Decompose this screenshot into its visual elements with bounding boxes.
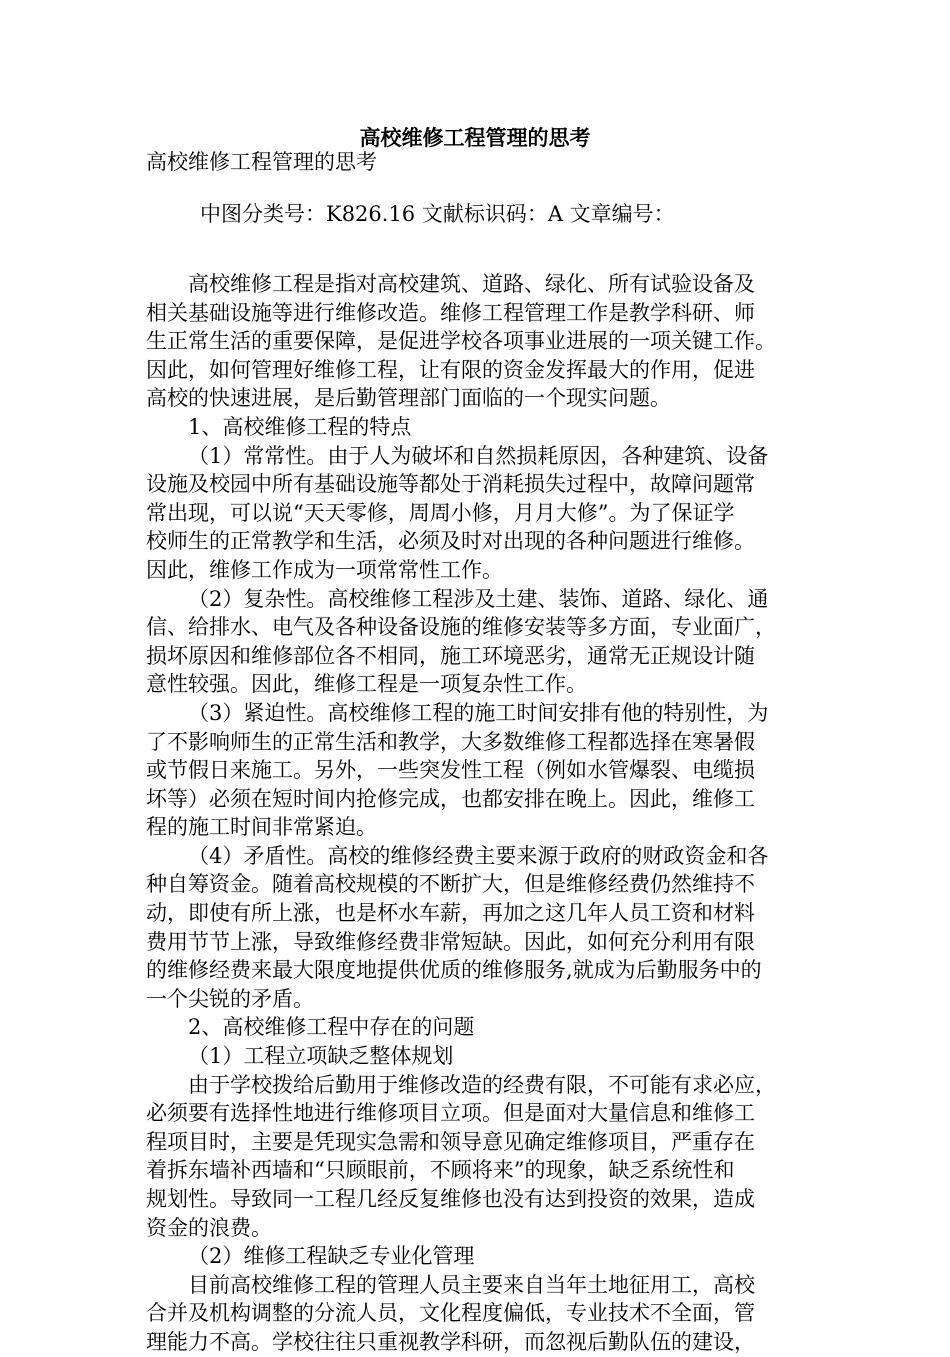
body-text-line: 校师生的正常教学和生活，必须及时对出现的各种问题进行维修。 [146, 529, 755, 554]
body-text-line: 因此，维修工作成为一项常常性工作。 [146, 557, 503, 582]
body-text-line: 2、高校维修工程中存在的问题 [188, 1015, 475, 1040]
body-text-line: 生正常生活的重要保障，是促进学校各项事业进展的一项关键工作。 [146, 329, 776, 354]
body-text-line: 着拆东墙补西墙和“只顾眼前，不顾将来”的现象，缺乏系统性和 [146, 1158, 735, 1183]
body-text-line: （2）复杂性。高校维修工程涉及土建、装饰、道路、绿化、通 [188, 586, 769, 611]
body-text-line: 信、给排水、电气及各种设备设施的维修安装等多方面，专业面广， [146, 615, 776, 640]
body-text-line: 的维修经费来最大限度地提供优质的维修服务,就成为后勤服务中的 [146, 958, 762, 983]
body-text-line: 因此，如何管理好维修工程，让有限的资金发挥最大的作用，促进 [146, 357, 755, 382]
document-subtitle: 高校维修工程管理的思考 [146, 150, 377, 174]
body-text-line: 理能力不高。学校往往只重视教学科研，而忽视后勤队伍的建设， [146, 1329, 755, 1354]
body-text-line: 坏等）必须在短时间内抢修完成，也都安排在晚上。因此，维修工 [146, 786, 755, 811]
body-text-line: 或节假日来施工。另外，一些突发性工程（例如水管爆裂、电缆损 [146, 758, 755, 783]
body-text-line: 了不影响师生的正常生活和教学，大多数维修工程都选择在寒暑假 [146, 729, 755, 754]
body-text-line: 高校维修工程是指对高校建筑、道路、绿化、所有试验设备及 [188, 272, 755, 296]
body-text-line: （3）紧迫性。高校维修工程的施工时间安排有他的特别性，为 [188, 700, 769, 725]
body-text-line: 由于学校拨给后勤用于维修改造的经费有限，不可能有求必应， [188, 1072, 776, 1097]
body-text-line: （1）工程立项缺乏整体规划 [188, 1044, 454, 1069]
body-text-line: （2）维修工程缺乏专业化管理 [188, 1244, 475, 1269]
body-text-line: 一个尖锐的矛盾。 [146, 986, 314, 1011]
body-text-line: 损坏原因和维修部位各不相同，施工环境恶劣，通常无正规设计随 [146, 643, 755, 668]
body-text-line: 目前高校维修工程的管理人员主要来自当年土地征用工，高校 [188, 1272, 755, 1297]
body-text-line: 必须要有选择性地进行维修项目立项。但是面对大量信息和维修工 [146, 1101, 755, 1126]
body-text-line: 1、高校维修工程的特点 [188, 414, 412, 439]
body-text-line: 程的施工时间非常紧迫。 [146, 815, 377, 840]
classification-line: 中图分类号：K826.16 文献标识码：A 文章编号： [200, 202, 675, 226]
body-text-line: 规划性。导致同一工程几经反复维修也没有达到投资的效果，造成 [146, 1187, 755, 1211]
body-text-line: 常出现，可以说“天天零修，周周小修，月月大修”。为了保证学 [146, 500, 735, 525]
body-text-line: 合并及机构调整的分流人员，文化程度偏低，专业技术不全面，管 [146, 1301, 755, 1326]
body-text-line: 费用节节上涨，导致维修经费非常短缺。因此，如何充分利用有限 [146, 929, 755, 954]
body-text-line: 种自筹资金。随着高校规模的不断扩大，但是维修经费仍然维持不 [146, 872, 755, 897]
body-text-line: 资金的浪费。 [146, 1215, 272, 1240]
body-text-line: 动，即使有所上涨，也是杯水车薪，再加之这几年人员工资和材料 [146, 901, 755, 926]
body-text-line: （1）常常性。由于人为破坏和自然损耗原因，各种建筑、设备 [188, 443, 769, 468]
document-title: 高校维修工程管理的思考 [359, 125, 591, 150]
body-text-line: 意性较强。因此，维修工程是一项复杂性工作。 [146, 672, 587, 697]
document-body [146, 270, 806, 1357]
body-text-line: 程项目时，主要是凭现实急需和领导意见确定维修项目，严重存在 [146, 1129, 755, 1154]
body-text-line: 相关基础设施等进行维修改造。维修工程管理工作是教学科研、师 [146, 300, 755, 325]
body-text-line: 设施及校园中所有基础设施等都处于消耗损失过程中，故障问题常 [146, 472, 755, 497]
body-text-line: （4）矛盾性。高校的维修经费主要来源于政府的财政资金和各 [188, 843, 769, 868]
body-text-line: 高校的快速进展，是后勤管理部门面临的一个现实问题。 [146, 386, 671, 411]
